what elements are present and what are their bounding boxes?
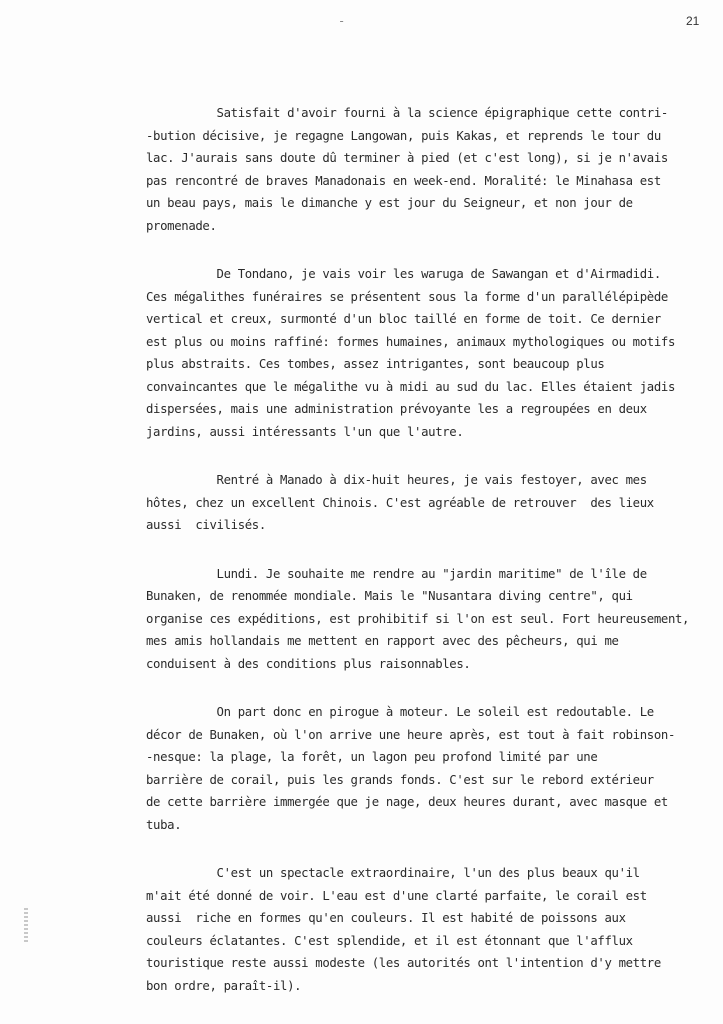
paragraph (146, 862, 706, 997)
text-line: barrière de corail, puis les grands fonds. C'est sur le rebord extérieur (146, 772, 654, 787)
document-body (146, 102, 706, 1023)
text-line: conduisent à des conditions plus raisonnables. (146, 656, 471, 671)
page-number: 21 (686, 14, 700, 28)
paragraph (146, 701, 706, 836)
text-line: De Tondano, je vais voir les waruga de Sawangan et d'Airmadidi. (146, 267, 661, 281)
text-line: lac. J'aurais sans doute dû terminer à pied (et c'est long), si je n'avais (146, 151, 668, 165)
top-mark: - (338, 14, 346, 28)
text-line: vertical et creux, surmonté d'un bloc taillé en forme de toit. Ce dernier (146, 312, 661, 326)
text-line: Lundi. Je souhaite me rendre au "jardin maritime" de l'île de (146, 566, 647, 581)
text-line: Bunaken, de renommée mondiale. Mais le "Nusantara diving centre", qui (146, 589, 633, 603)
text-line: plus abstraits. Ces tombes, assez intrigantes, sont beaucoup plus (146, 357, 605, 371)
text-line: bon ordre, paraît-il). (146, 978, 302, 993)
text-line: de cette barrière immergée que je nage, deux heures durant, avec masque et (146, 795, 668, 809)
text-line: aussi riche en formes qu'en couleurs. Il est habité de poissons aux (146, 911, 626, 925)
text-line: convaincantes que le mégalithe vu à midi au sud du lac. Elles étaient jadis (146, 379, 676, 394)
text-line: touristique reste aussi modeste (les autorités ont l'intention d'y mettre (146, 956, 661, 970)
scan-artifact (24, 908, 28, 944)
paragraph (146, 102, 706, 237)
text-line: m'ait été donné de voir. L'eau est d'une clarté parfaite, le corail est (146, 888, 647, 903)
text-line: C'est un spectacle extraordinaire, l'un des plus beaux qu'il (146, 866, 640, 880)
text-line: couleurs éclatantes. C'est splendide, et il est étonnant que l'afflux (146, 933, 633, 948)
paragraph (146, 563, 706, 676)
text-line: pas rencontré de braves Manadonais en week-end. Moralité: le Minahasa est (146, 173, 661, 188)
text-line: jardins, aussi intéressants l'un que l'autre. (146, 424, 464, 439)
paragraph (146, 263, 706, 443)
text-line: hôtes, chez un excellent Chinois. C'est agréable de retrouver des lieux (146, 495, 654, 510)
text-line: un beau pays, mais le dimanche y est jour du Seigneur, et non jour de (146, 196, 633, 210)
text-line: -nesque: la plage, la forêt, un lagon peu profond limité par une (146, 750, 598, 764)
text-line: -bution décisive, je regagne Langowan, puis Kakas, et reprends le tour du (146, 128, 661, 143)
text-line: On part donc en pirogue à moteur. Le soleil est redoutable. Le (146, 705, 654, 719)
text-line: mes amis hollandais me mettent en rapport avec des pêcheurs, qui me (146, 634, 619, 648)
text-line: Ces mégalithes funéraires se présentent sous la forme d'un parallélépipède (146, 289, 668, 304)
text-line: tuba. (146, 817, 182, 832)
text-line: est plus ou moins raffiné: formes humaines, animaux mythologiques ou motifs (146, 334, 676, 349)
text-line: promenade. (146, 218, 217, 233)
text-line: décor de Bunaken, où l'on arrive une heure après, est tout à fait robinson- (146, 727, 676, 742)
text-line: organise ces expéditions, est prohibitif si l'on est seul. Fort heureusement, (146, 611, 690, 626)
text-line: dispersées, mais une administration prévoyante les a regroupées en deux (146, 402, 647, 416)
text-line: aussi civilisés. (146, 518, 266, 532)
text-line: Satisfait d'avoir fourni à la science épigraphique cette contri- (146, 106, 668, 120)
paragraph (146, 469, 706, 537)
text-line: Rentré à Manado à dix-huit heures, je vais festoyer, avec mes (146, 473, 647, 487)
